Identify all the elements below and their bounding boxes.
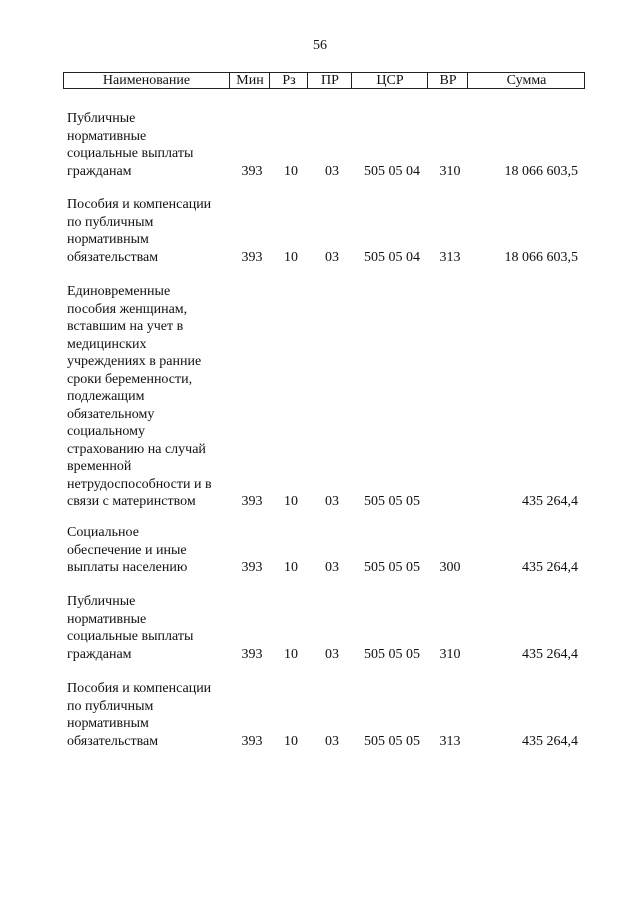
- row-sum: 435 264,4: [522, 646, 578, 662]
- row-sum: 435 264,4: [522, 494, 578, 509]
- row-min: 393: [241, 646, 263, 662]
- row-min: 393: [241, 163, 263, 179]
- row-min: 393: [241, 249, 263, 265]
- row-vr: 313: [439, 249, 461, 265]
- row-min: 393: [241, 494, 263, 509]
- row-vr: 310: [439, 163, 461, 179]
- row-min: 393: [241, 560, 263, 575]
- column-header-sum: Сумма: [467, 73, 585, 88]
- column-header-min: Мин: [229, 73, 270, 88]
- row-pr: 03: [325, 560, 339, 575]
- row-rz: 10: [284, 646, 298, 662]
- row-min: 393: [241, 733, 263, 749]
- row-csr: 505 05 05: [364, 560, 420, 575]
- column-header-rz: Рз: [269, 73, 308, 88]
- row-pr: 03: [325, 494, 339, 509]
- row-pr: 03: [325, 249, 339, 265]
- row-rz: 10: [284, 494, 298, 509]
- row-name: Публичные нормативные социальные выплаты гражданам: [67, 594, 194, 662]
- column-header-vr: ВР: [427, 73, 468, 88]
- row-vr: 313: [439, 733, 461, 749]
- row-name: Пособия и компенсации по публичным нормативным обязательствам: [67, 197, 212, 265]
- row-csr: 505 05 05: [364, 494, 420, 509]
- column-header-name: Наименование: [102, 73, 191, 88]
- row-name: Единовременные пособия женщинам, вставшим на учет в медицинских учреждениях в ранние сроки беременности, подлежащим обязательному социальному страхованию на случай временной нетрудоспособности и в связи с материнством: [67, 284, 212, 509]
- column-header-csr: ЦСР: [351, 73, 428, 88]
- page-number: 56: [313, 38, 327, 53]
- row-pr: 03: [325, 163, 339, 179]
- row-name: Социальное обеспечение и иные выплаты населению: [67, 525, 188, 575]
- row-csr: 505 05 04: [364, 163, 420, 179]
- row-sum: 18 066 603,5: [504, 163, 578, 179]
- column-header-pr: ПР: [307, 73, 352, 88]
- row-sum: 435 264,4: [522, 560, 578, 575]
- row-csr: 505 05 05: [364, 646, 420, 662]
- row-sum: 18 066 603,5: [504, 249, 578, 265]
- row-pr: 03: [325, 733, 339, 749]
- row-csr: 505 05 04: [364, 249, 420, 265]
- row-vr: 310: [439, 646, 461, 662]
- row-rz: 10: [284, 163, 298, 179]
- row-csr: 505 05 05: [364, 733, 420, 749]
- row-vr: 300: [439, 560, 461, 575]
- row-rz: 10: [284, 733, 298, 749]
- row-name: Публичные нормативные социальные выплаты гражданам: [67, 111, 194, 179]
- row-rz: 10: [284, 249, 298, 265]
- row-pr: 03: [325, 646, 339, 662]
- table-header: [63, 72, 585, 89]
- row-name: Пособия и компенсации по публичным нормативным обязательствам: [67, 681, 212, 749]
- row-sum: 435 264,4: [522, 733, 578, 749]
- row-rz: 10: [284, 560, 298, 575]
